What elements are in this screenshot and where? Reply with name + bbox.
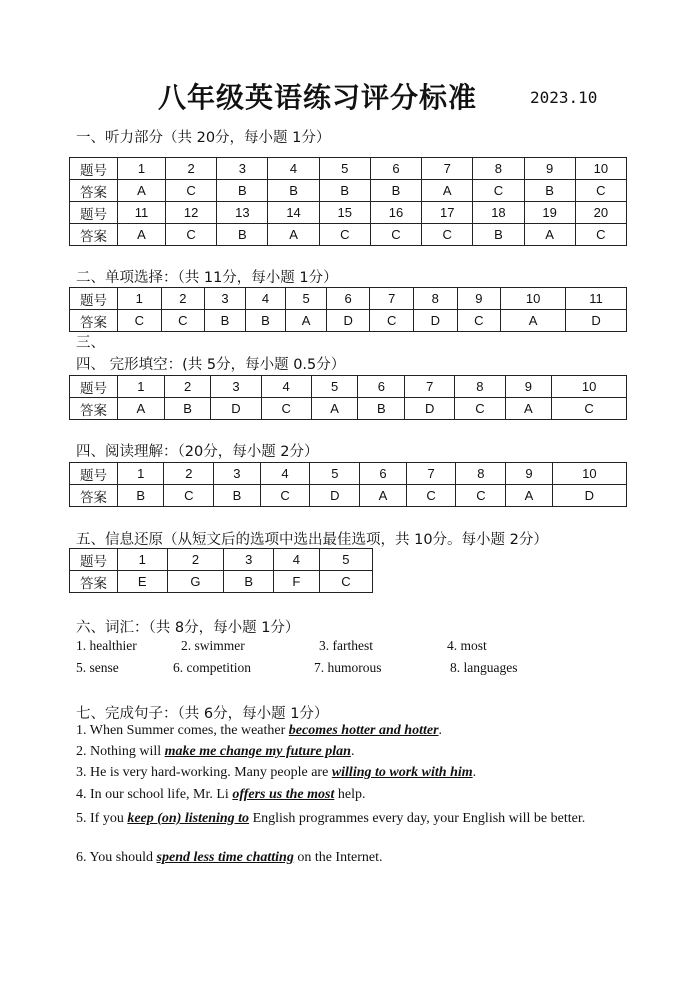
question-number-row-cell: 12 (166, 202, 217, 224)
answer-row-cell: D (326, 310, 370, 332)
answer-row-cell: C (473, 180, 524, 202)
answer-row-cell: B (473, 224, 524, 246)
question-number-row-cell: 16 (370, 202, 421, 224)
question-number-row-cell: 13 (217, 202, 268, 224)
answer-row-cell: A (268, 224, 319, 246)
question-number-row-cell: 9 (505, 376, 552, 398)
listening-heading: 一、听力部分（共 20分，每小题 1分） (76, 130, 331, 146)
question-number-row-cell: 8 (414, 288, 458, 310)
answer-row-cell: C (161, 310, 205, 332)
question-number-row-cell: 19 (524, 202, 575, 224)
answer-row-cell: G (167, 571, 224, 593)
answer-row-cell: C (456, 485, 506, 507)
answer-row-cell: D (414, 310, 458, 332)
question-number-row-label: 题号 (70, 376, 118, 398)
question-number-row-cell: 8 (456, 463, 506, 485)
question-number-row-cell: 6 (360, 463, 406, 485)
answer-row-cell: B (217, 224, 268, 246)
question-number-row-cell: 4 (268, 158, 319, 180)
answer-row-cell: C (422, 224, 473, 246)
question-number-row-label: 题号 (70, 463, 118, 485)
question-number-row-cell: 18 (473, 202, 524, 224)
question-number-row-cell: 11 (566, 288, 627, 310)
question-number-row-cell: 10 (575, 158, 626, 180)
question-number-row-cell: 8 (455, 376, 505, 398)
question-number-row-cell: 4 (261, 376, 311, 398)
vocab-item: 4. most (447, 638, 487, 653)
question-number-row-cell: 1 (118, 463, 164, 485)
question-number-row-cell: 3 (214, 463, 260, 485)
info-answer-table (69, 548, 373, 593)
answer-row-cell: A (311, 398, 358, 420)
question-number-row-cell: 8 (473, 158, 524, 180)
sentence-text: 2. Nothing will (76, 744, 165, 759)
single-choice-heading: 二、单项选择：（共 11分，每小题 1分） (76, 270, 338, 286)
question-number-row-cell: 7 (422, 158, 473, 180)
question-number-row (70, 288, 627, 310)
answer-row (70, 398, 627, 420)
sentence-text: 5. If you (76, 811, 128, 826)
reading-heading: 四、阅读理解：（20分，每小题 2分） (76, 444, 319, 460)
question-number-row-cell: 6 (358, 376, 405, 398)
sentence-text: . (350, 744, 355, 759)
question-number-row-cell: 5 (311, 376, 358, 398)
answer-row-cell: C (319, 224, 370, 246)
question-number-row-cell: 9 (457, 288, 501, 310)
vocab-item: 8. languages (450, 660, 518, 675)
answer-row (70, 180, 627, 202)
question-number-row-cell: 14 (268, 202, 319, 224)
answer-row-cell: A (360, 485, 406, 507)
page-date: 2023.10 (530, 88, 598, 107)
answer-row (70, 571, 373, 593)
vocab-item: 1. healthier (76, 638, 137, 653)
sentence-item (76, 808, 621, 829)
answer-row-cell: A (524, 224, 575, 246)
question-number-row-cell: 2 (164, 376, 211, 398)
answer-row-cell: D (552, 485, 626, 507)
answer-row-cell: A (422, 180, 473, 202)
answer-row-cell: C (319, 571, 372, 593)
question-number-row-cell: 1 (118, 376, 165, 398)
answer-row-cell: C (166, 224, 217, 246)
vocab-item: 2. swimmer (181, 638, 245, 653)
sentence-answer: spend less time chatting (156, 850, 294, 865)
answer-row-cell: B (370, 180, 421, 202)
single-choice-answer-table (69, 287, 627, 332)
answer-row-cell: C (166, 180, 217, 202)
question-number-row-cell: 3 (211, 376, 261, 398)
page-header (0, 76, 695, 116)
answer-row-cell: B (164, 398, 211, 420)
sentence-text: . (438, 723, 443, 738)
question-number-row-cell: 7 (406, 463, 456, 485)
answer-row-cell: F (273, 571, 319, 593)
sentence-item (76, 765, 621, 781)
sentence-text: English programmes every day, your English will be better. (249, 811, 586, 826)
question-number-row-cell: 2 (161, 288, 205, 310)
sentence-text: 4. In our school life, Mr. Li (76, 787, 233, 802)
answer-row-cell: A (118, 224, 166, 246)
question-number-row-cell: 5 (319, 549, 372, 571)
answer-row-cell: D (211, 398, 261, 420)
reading-answer-table (69, 462, 627, 507)
question-number-row-cell: 4 (273, 549, 319, 571)
question-number-row-cell: 10 (552, 376, 627, 398)
question-number-row-label: 题号 (70, 288, 118, 310)
answer-row-cell: E (118, 571, 168, 593)
vocab-list (76, 638, 636, 682)
question-number-row-cell: 3 (205, 288, 246, 310)
answer-row-cell: B (214, 485, 260, 507)
sentence-answer: willing to work with him (331, 765, 473, 780)
answer-row-label: 答案 (70, 485, 118, 507)
question-number-row (70, 463, 627, 485)
question-number-row-cell: 3 (217, 158, 268, 180)
question-number-row-cell: 11 (118, 202, 166, 224)
sentence-answer: make me change my future plan (164, 744, 351, 759)
question-number-row-cell: 6 (326, 288, 370, 310)
answer-row-cell: B (319, 180, 370, 202)
answer-row-cell: A (501, 310, 566, 332)
answer-row-cell: B (118, 485, 164, 507)
vocab-item: 3. farthest (319, 638, 373, 653)
sentence-text: 3. He is very hard-working. Many people are (76, 765, 332, 780)
answer-row-cell: A (506, 485, 552, 507)
answer-row-cell: D (566, 310, 627, 332)
question-number-row-cell: 2 (166, 158, 217, 180)
answer-row-cell: B (524, 180, 575, 202)
answer-row-cell: B (217, 180, 268, 202)
question-number-row-cell: 1 (118, 549, 168, 571)
listening-answer-table (69, 157, 627, 246)
sentence-item (76, 850, 621, 866)
question-number-row-cell: 7 (370, 288, 414, 310)
question-number-row-cell: 6 (370, 158, 421, 180)
question-number-row-cell: 5 (319, 158, 370, 180)
question-number-row-label: 题号 (70, 158, 118, 180)
answer-row-label: 答案 (70, 310, 118, 332)
sentences-heading: 七、完成句子：（共 6分，每小题 1分） (76, 706, 329, 722)
answer-row-cell: C (552, 398, 627, 420)
section-three-label: 三、 (76, 335, 105, 351)
question-number-row-cell: 3 (224, 549, 274, 571)
answer-row (70, 224, 627, 246)
answer-row-cell: B (268, 180, 319, 202)
question-number-row (70, 376, 627, 398)
answer-row-cell: C (455, 398, 505, 420)
answer-row-cell: B (205, 310, 246, 332)
answer-row-cell: C (261, 398, 311, 420)
question-number-row-cell: 5 (310, 463, 360, 485)
question-number-row-cell: 17 (422, 202, 473, 224)
answer-row-cell: A (505, 398, 552, 420)
question-number-row-label: 题号 (70, 202, 118, 224)
sentence-answer: becomes hotter and hotter (288, 723, 439, 738)
question-number-row-cell: 1 (118, 288, 162, 310)
sentence-item (76, 744, 621, 760)
sentence-text: 6. You should (76, 850, 157, 865)
answer-row-cell: C (370, 310, 414, 332)
question-number-row-cell: 15 (319, 202, 370, 224)
answer-row-label: 答案 (70, 180, 118, 202)
question-number-row-cell: 4 (260, 463, 310, 485)
sentence-text: on the Internet. (293, 850, 383, 865)
page-title: 八年级英语练习评分标准 (157, 81, 477, 114)
answer-row-cell: C (457, 310, 501, 332)
question-number-row (70, 202, 627, 224)
question-number-row-cell: 1 (118, 158, 166, 180)
question-number-row-cell: 2 (167, 549, 224, 571)
answer-row-cell: A (118, 180, 166, 202)
answer-row-cell: D (405, 398, 455, 420)
question-number-row-cell: 2 (164, 463, 214, 485)
sentence-answer: offers us the most (232, 787, 335, 802)
question-number-row-cell: 9 (524, 158, 575, 180)
info-heading: 五、信息还原（从短文后的选项中选出最佳选项，共 10分。每小题 2分） (76, 532, 548, 548)
sentence-text: 1. When Summer comes, the weather (76, 723, 289, 738)
answer-row-cell: C (118, 310, 162, 332)
question-number-row-cell: 5 (286, 288, 327, 310)
answer-row (70, 485, 627, 507)
vocab-heading: 六、词汇：（共 8分，每小题 1分） (76, 620, 300, 636)
answer-row-cell: D (310, 485, 360, 507)
sentence-text: help. (334, 787, 366, 802)
answer-row-cell: B (245, 310, 286, 332)
vocab-item: 7. humorous (314, 660, 382, 675)
question-number-row-cell: 9 (506, 463, 552, 485)
cloze-heading: 四、 完形填空：(共 5分，每小题 0.5分） (76, 357, 346, 373)
question-number-row-cell: 10 (501, 288, 566, 310)
question-number-row-cell: 10 (552, 463, 626, 485)
answer-row-cell: C (370, 224, 421, 246)
answer-row-cell: A (118, 398, 165, 420)
answer-row-cell: C (575, 180, 626, 202)
vocab-item: 6. competition (173, 660, 251, 675)
sentence-text: . (472, 765, 477, 780)
question-number-row-label: 题号 (70, 549, 118, 571)
answer-row-cell: C (260, 485, 310, 507)
answer-row-cell: C (575, 224, 626, 246)
answer-row-label: 答案 (70, 571, 118, 593)
answer-row (70, 310, 627, 332)
answer-row-cell: C (164, 485, 214, 507)
vocab-item: 5. sense (76, 660, 119, 675)
cloze-answer-table (69, 375, 627, 420)
question-number-row (70, 549, 373, 571)
answer-row-label: 答案 (70, 224, 118, 246)
sentence-item (76, 787, 621, 803)
question-number-row-cell: 20 (575, 202, 626, 224)
answer-row-cell: B (358, 398, 405, 420)
answer-row-label: 答案 (70, 398, 118, 420)
answer-row-cell: C (406, 485, 456, 507)
question-number-row-cell: 7 (405, 376, 455, 398)
answer-row-cell: A (286, 310, 327, 332)
answer-row-cell: B (224, 571, 274, 593)
sentence-answer: keep (on) listening to (127, 811, 250, 826)
question-number-row (70, 158, 627, 180)
question-number-row-cell: 4 (245, 288, 286, 310)
sentence-item (76, 723, 621, 739)
